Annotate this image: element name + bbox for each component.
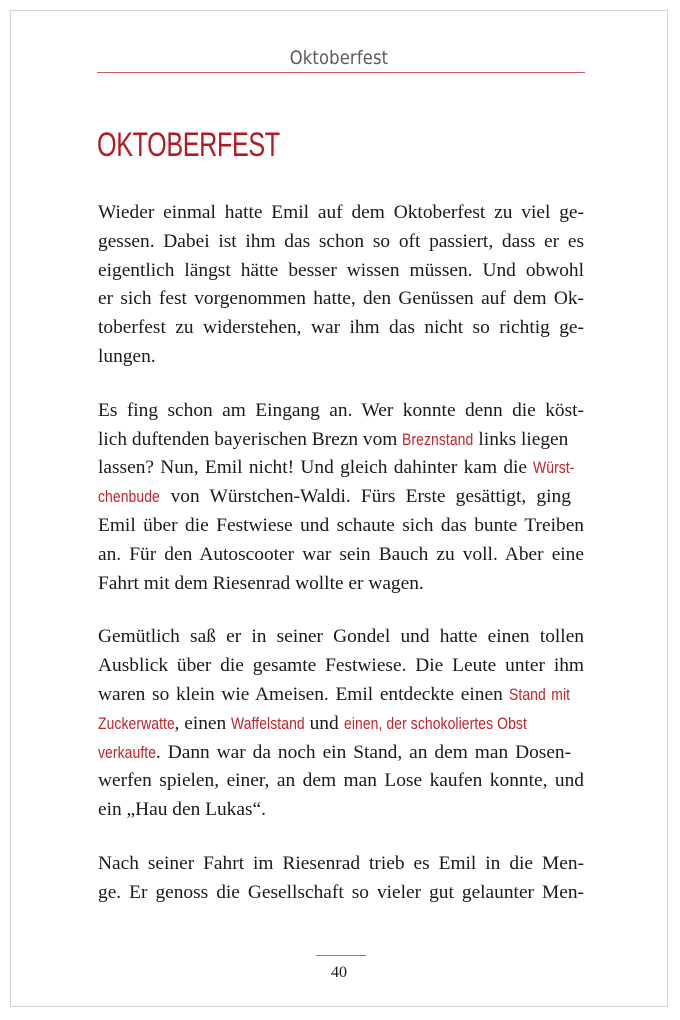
text-line: werfen spielen, einer, an dem man Lose kaufen konnte, und (98, 770, 584, 792)
chapter-title: OKTOBERFEST (97, 126, 280, 164)
highlight-stand-mit: Stand mit (509, 684, 571, 704)
text-line (98, 454, 584, 483)
highlight-wurstchenbude-part2: chenbude (98, 487, 160, 507)
text-segment: und (304, 712, 344, 734)
text-line (98, 426, 584, 455)
text-line: ge. Er genoss die Gesellschaft so vieler gut gelaunter Men- (98, 881, 584, 903)
highlight-waffelstand: Waffelstand (231, 713, 305, 733)
highlight-wurstchenbude-part1: Würst- (533, 458, 575, 478)
text-segment: lassen? Nun, Emil nicht! Und gleich dahinter kam die (98, 457, 534, 479)
highlight-zuckerwatte: Zuckerwatte (98, 713, 175, 733)
text-line: toberfest zu widerstehen, war ihm das nicht so richtig ge- (98, 317, 584, 339)
text-segment: von Würstchen-Waldi. Fürs Erste gesättigt, ging (160, 486, 571, 508)
text-line: lungen. (98, 345, 156, 367)
text-line: Gemütlich saß er in seiner Gondel und hatte einen tollen (98, 626, 584, 648)
text-segment: waren so klein wie Ameisen. Emil entdeckte einen (98, 683, 510, 705)
paragraph-4 (98, 850, 584, 908)
text-line: Fahrt mit dem Riesenrad wollte er wagen. (98, 572, 424, 594)
text-segment: lich duftenden bayerischen Brezn vom (98, 428, 403, 450)
text-line: gessen. Dabei ist ihm das schon so oft passiert, dass er es (98, 230, 584, 252)
page-number: 40 (331, 964, 347, 981)
text-line: Es fing schon am Eingang an. Wer konnte denn die köst- (98, 399, 584, 421)
paragraph-3 (98, 623, 584, 825)
paragraph-1 (98, 199, 584, 372)
paragraph-2 (98, 397, 584, 599)
text-line: ein „Hau den Lukas“. (98, 799, 266, 821)
text-line: Emil über die Festwiese und schaute sich das bunte Treiben (98, 514, 584, 536)
text-line (98, 710, 584, 739)
text-line: Ausblick über die gesamte Festwiese. Die Leute unter ihm (98, 655, 584, 677)
text-line: an. Für den Autoscooter war sein Bauch zu voll. Aber eine (98, 543, 584, 565)
text-line (98, 483, 584, 512)
text-line (98, 681, 584, 710)
highlight-schokoliertes-obst: einen, der schokoliertes Obst (343, 713, 527, 733)
text-line: Nach seiner Fahrt im Riesenrad trieb es Emil in die Men- (98, 852, 584, 874)
header-rule (97, 72, 585, 73)
highlight-breznstand: Breznstand (402, 429, 474, 449)
highlight-verkaufte: verkaufte (98, 742, 157, 762)
text-segment: , einen (174, 712, 232, 734)
running-head: Oktoberfest (289, 47, 389, 69)
text-line: Wieder einmal hatte Emil auf dem Oktoberfest zu viel ge- (98, 202, 584, 223)
text-line: er sich fest vorgenommen hatte, den Genüssen auf dem Ok- (98, 288, 584, 310)
text-segment: links liegen (473, 428, 569, 450)
book-page (10, 10, 668, 1007)
text-line: eigentlich längst hätte besser wissen müssen. Und obwohl (98, 259, 584, 281)
page-number-rule (316, 955, 366, 956)
text-line (98, 739, 584, 768)
body-text (98, 199, 584, 933)
text-segment: . Dann war da noch ein Stand, an dem man Dosen- (155, 741, 572, 763)
